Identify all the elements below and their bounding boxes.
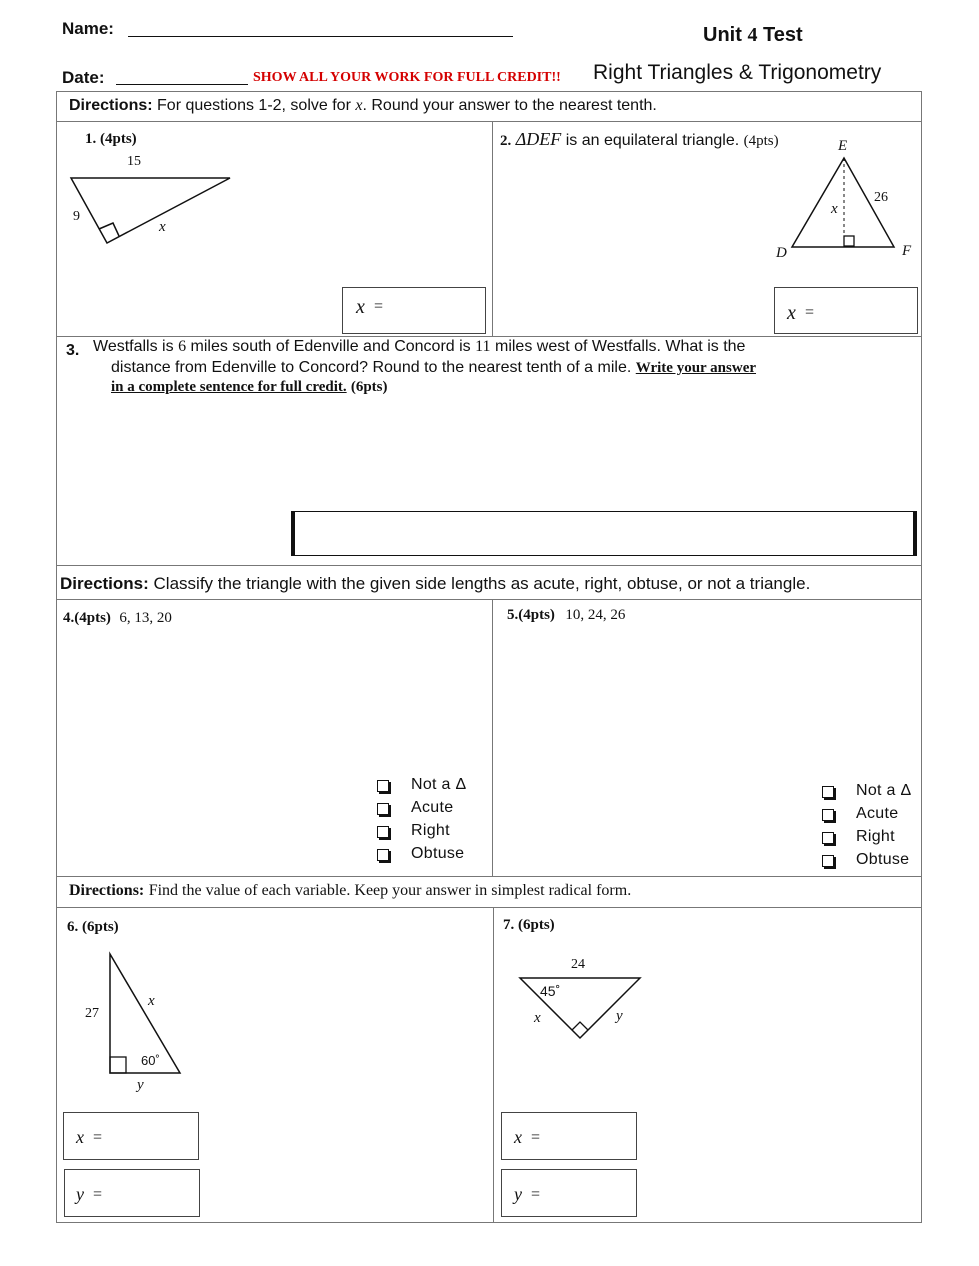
rule [56,336,922,337]
unit-number: 4 [747,24,758,46]
q4-checkbox-obtuse[interactable] [377,849,389,861]
q5-pts: 5.(4pts) [507,607,555,623]
q3-text: miles south of Edenville and Concord is [190,338,471,355]
q5-sides: 10, 24, 26 [565,607,626,623]
q2-label [500,129,779,150]
directions-1 [69,97,657,115]
unit-title-prefix: Unit [703,24,742,46]
q2-answer-box[interactable] [774,287,918,334]
q2-pts: (4pts) [743,133,779,149]
q7-leg-right: y [616,1008,623,1024]
q4-option-label: Obtuse [411,845,465,862]
q2-vertex-e: E [838,138,848,154]
q2-vertex-d: D [776,245,787,261]
q4-checkbox-not-triangle[interactable] [377,780,389,792]
q5-checkbox-not-triangle[interactable] [822,786,834,798]
q6-answer-x-eq: = [93,1129,103,1146]
q1-figure [64,148,244,248]
q2-answer-eq: = [805,304,815,321]
q3-answer-box[interactable] [291,511,917,556]
q3-emphasis: in a complete sentence for full credit. [111,379,347,395]
rule [56,1222,922,1223]
q7-leg-left: x [534,1010,541,1026]
q2-height: x [831,201,838,217]
rule [493,907,494,1222]
q2-answer-var: x [787,302,796,324]
q1-side-hyp: x [159,219,166,235]
q7-answer-x-var: x [514,1127,522,1147]
rule [56,876,922,877]
q4-option-label: Acute [411,799,454,816]
q3-line-3 [111,378,388,396]
q6-base: y [137,1077,144,1093]
q7-answer-y-eq: = [531,1186,541,1203]
q1-label: 1. (4pts) [85,131,137,147]
directions-label: Directions: [69,97,153,114]
q1-side-left: 9 [73,209,80,224]
q5-checkbox-obtuse[interactable] [822,855,834,867]
date-line[interactable] [116,84,248,85]
q7-figure [514,972,646,1044]
q7-answer-x-eq: = [531,1129,541,1146]
q5-checkbox-acute[interactable] [822,809,834,821]
rule [56,121,922,122]
q3-line-2 [111,359,756,377]
rule [56,91,922,92]
q5-option-label: Obtuse [856,851,910,868]
q2-right-angle-mark [844,236,854,246]
directions-text: . Round your answer to the nearest tenth. [362,97,657,114]
date-label: Date: [62,68,105,87]
q3-number: 6 [178,338,187,355]
q6-answer-x-var: x [76,1127,84,1147]
q6-answer-x-box[interactable] [63,1112,199,1160]
directions-2 [60,574,810,594]
q7-answer-y-var: y [514,1184,522,1204]
q4-option-label: Not a Δ [411,776,467,793]
q4-checkbox-right[interactable] [377,826,389,838]
q6-answer-y-var: y [76,1184,84,1204]
q6-answer-y-box[interactable] [64,1169,200,1217]
q4-sides: 6, 13, 20 [119,610,172,626]
q3-text: distance from Edenville to Concord? Round to the nearest tenth of a mile. [111,359,632,376]
q1-side-top: 15 [127,154,141,169]
q6-label: 6. (6pts) [67,919,119,935]
rule [492,121,493,336]
q5-label [507,606,625,624]
q3-line-1 [93,338,745,356]
directions-3 [69,882,631,900]
q4-pts: 4.(4pts) [63,610,111,626]
q5-checkbox-right[interactable] [822,832,834,844]
q6-side-left: 27 [85,1006,99,1021]
q2-tri-name: ΔDEF [515,129,562,149]
q3-pts: (6pts) [350,379,388,395]
rule [56,907,922,908]
q4-option-label: Right [411,822,450,839]
directions-var: x [355,97,363,114]
q3-number: 11 [475,338,491,355]
name-label: Name: [62,19,114,38]
q2-text: is an equilateral triangle. [565,132,740,149]
q4-label [63,609,172,627]
directions-text: Find the value of each variable. Keep your answer in simplest radical form. [148,882,632,899]
q3-text: miles west of Westfalls. What is the [494,338,746,355]
show-work-warning: SHOW ALL YOUR WORK FOR FULL CREDIT!! [253,70,561,85]
rule [921,91,922,1222]
q5-option-label: Not a Δ [856,782,912,799]
q7-label: 7. (6pts) [503,917,555,933]
rule [492,599,493,876]
directions-label: Directions: [69,882,145,899]
rule [56,91,57,1222]
q1-answer-var: x [356,296,365,318]
q2-vertex-f: F [902,243,912,259]
unit-title [703,24,803,47]
q5-option-label: Right [856,828,895,845]
q7-answer-x-box[interactable] [501,1112,637,1160]
q7-answer-y-box[interactable] [501,1169,637,1217]
q7-right-angle-mark [572,1022,588,1030]
unit-title-suffix: Test [763,24,803,46]
q6-hyp: x [148,993,155,1009]
q6-right-angle-mark [110,1057,126,1073]
q3-num: 3. [66,342,80,359]
rule [56,599,922,600]
subtitle: Right Triangles & Trigonometry [593,61,882,84]
q4-checkbox-acute[interactable] [377,803,389,815]
q2-num: 2. [500,133,512,149]
q1-answer-box[interactable] [342,287,486,334]
q7-side-top: 24 [571,957,585,972]
q1-triangle [71,178,230,243]
directions-text: Classify the triangle with the given side lengths as acute, right, obtuse, or not a triangle. [153,574,811,593]
rule [56,565,922,566]
q3-emphasis: Write your answer [635,360,757,376]
q5-option-label: Acute [856,805,899,822]
name-line[interactable] [128,36,513,37]
q2-side: 26 [874,190,888,205]
directions-label: Directions: [60,574,149,593]
directions-text: For questions 1-2, solve for [157,97,351,114]
q3-text: Westfalls is [93,338,174,355]
q1-answer-eq: = [374,298,384,315]
q6-answer-y-eq: = [93,1186,103,1203]
q7-angle: 45˚ [540,983,561,999]
q6-angle: 60˚ [141,1053,160,1068]
